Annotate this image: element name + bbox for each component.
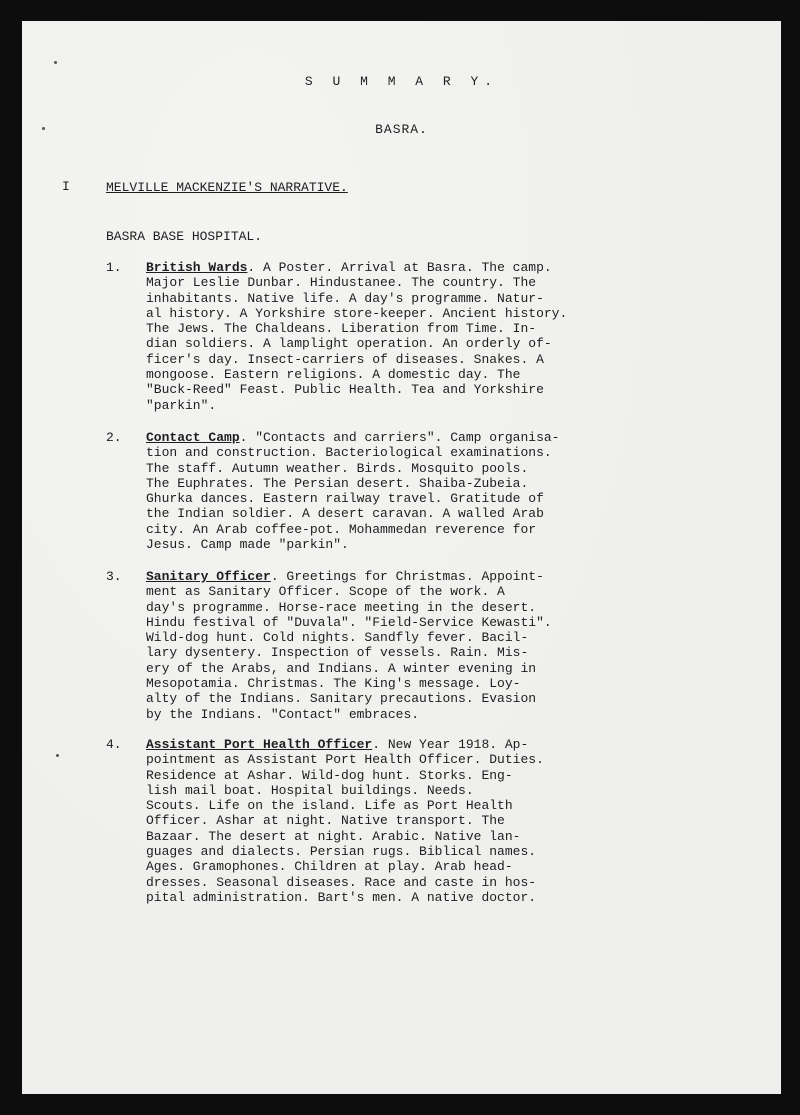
item-text: . Greetings for Christmas. Appoint- ment as Sanitary Officer. Scope of the work. A day's programme. Horse-race meeting in the desert. Hindu festival of "Duvala". "Field-Service Kewasti". Wild-dog hunt. Cold nights. Sandfly fever. Bacil- lary dysentery. Inspection of vessels. Rain. Mis- ery of the Arabs, and Indians. A winter evening in Mesopotamia. Christmas. The King's message. Loy- alty of the Indians. Sanitary precautions. Evasion by the Indians. "Contact" embraces. — [146, 569, 552, 722]
item-heading: British Wards — [146, 260, 248, 275]
item-body — [146, 430, 726, 552]
summary-item-3 — [106, 569, 726, 722]
item-body — [146, 260, 726, 413]
part-number: I — [62, 179, 70, 194]
item-body — [146, 569, 726, 722]
item-number: 3. — [106, 569, 122, 584]
section-title: BASRA BASE HOSPITAL. — [106, 229, 263, 244]
item-text: . "Contacts and carriers". Camp organisa- tion and construction. Bacteriological examinations. The staff. Autumn weather. Birds. Mosquito pools. The Euphrates. The Persian desert. Shaiba-Zubeia. Ghurka dances. Eastern railway travel. Gratitude of the Indian soldier. A desert caravan. A walled Arab city. An Arab coffee-pot. Mohammedan reverence for Jesus. Camp made "parkin". — [146, 430, 560, 553]
item-heading: Sanitary Officer — [146, 569, 271, 584]
summary-item-4 — [106, 737, 726, 905]
paper-speck — [54, 61, 57, 64]
item-number: 1. — [106, 260, 122, 275]
page-subtitle: BASRA. — [375, 122, 428, 137]
item-text: . A Poster. Arrival at Basra. The camp. Major Leslie Dunbar. Hindustanee. The country. The inhabitants. Native life. A day's programme. Natur- al history. A Yorkshire store-keeper. Ancient history. The Jews. The Chaldeans. Liberation from Time. In- dian soldiers. A lamplight operation. An orderly of- ficer's day. Insect-carriers of diseases. Snakes. A mongoose. Eastern religions. A domestic day. The "Buck-Reed" Feast. Public Health. Tea and Yorkshire "parkin". — [146, 260, 568, 413]
item-number: 4. — [106, 737, 122, 752]
item-heading: Assistant Port Health Officer — [146, 737, 373, 752]
item-text: . New Year 1918. Ap- pointment as Assistant Port Health Officer. Duties. Residence at Ashar. Wild-dog hunt. Storks. Eng- lish mail boat. Hospital buildings. Needs. Scouts. Life on the island. Life as Port Health Officer. Ashar at night. Native transport. The Bazaar. The desert at night. Arabic. Native lan- guages and dialects. Persian rugs. Biblical names. Ages. Gramophones. Children at play. Arab head- dresses. Seasonal diseases. Race and caste in hos- pital administration. Bart's men. A native doctor. — [146, 737, 544, 905]
summary-item-2 — [106, 430, 726, 552]
item-heading: Contact Camp — [146, 430, 240, 445]
page-title: S U M M A R Y. — [304, 74, 499, 89]
narrative-title: MELVILLE MACKENZIE'S NARRATIVE. — [106, 180, 348, 195]
paper-speck — [42, 127, 45, 130]
document-page — [22, 21, 781, 1094]
item-number: 2. — [106, 430, 122, 445]
paper-speck — [56, 754, 59, 757]
item-body — [146, 737, 726, 905]
summary-item-1 — [106, 260, 726, 413]
